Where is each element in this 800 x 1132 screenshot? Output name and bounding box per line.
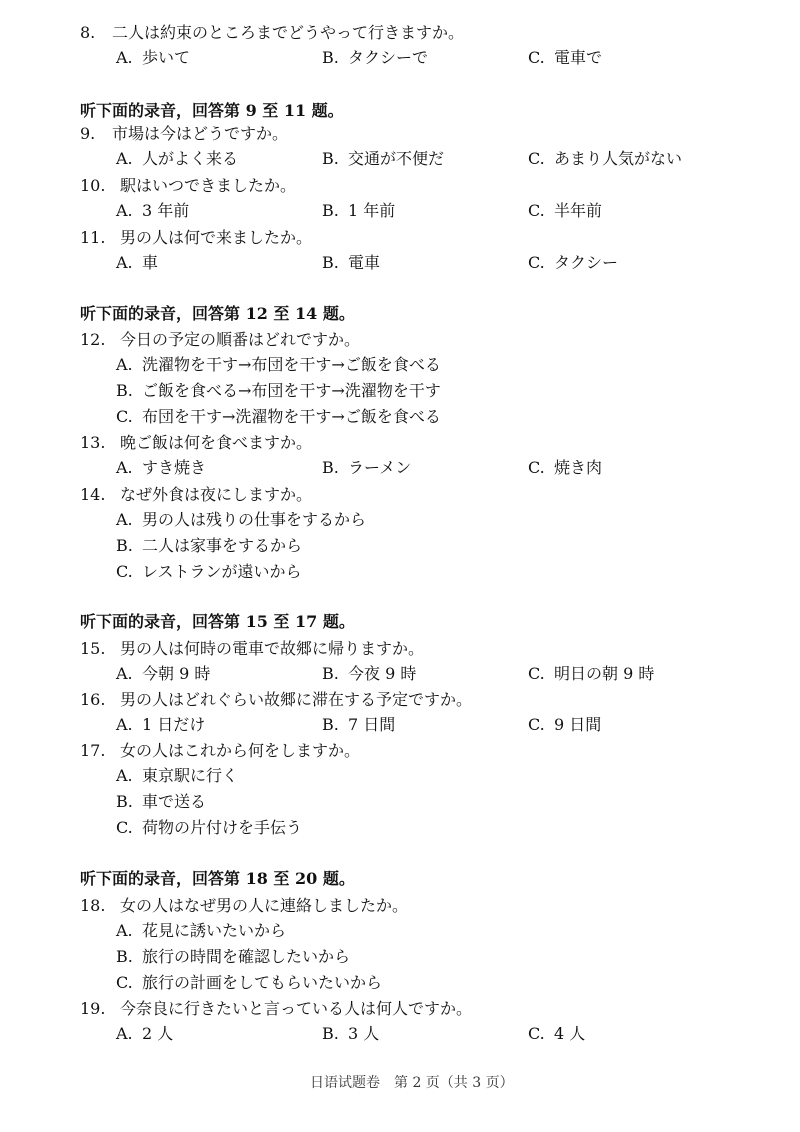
option-label: A. <box>116 664 133 683</box>
option-text: ラーメン <box>348 458 412 477</box>
option-b <box>322 661 416 687</box>
question-line <box>0 996 800 1022</box>
option-c <box>528 45 602 71</box>
question-number: 13. <box>80 433 106 452</box>
option-line <box>0 352 800 378</box>
option-line <box>0 763 800 789</box>
option-text: 半年前 <box>554 201 603 220</box>
option-b <box>116 533 302 559</box>
option-label: A. <box>116 510 133 529</box>
option-line <box>0 789 800 815</box>
option-line <box>0 815 800 841</box>
option-text: 焼き肉 <box>554 458 603 477</box>
question-number: 14. <box>80 485 106 504</box>
option-line <box>0 944 800 970</box>
option-text: 男の人は残りの仕事をするから <box>142 510 367 529</box>
option-b <box>322 198 395 224</box>
options-row <box>0 45 800 71</box>
option-b <box>322 1021 379 1047</box>
option-line <box>0 970 800 996</box>
option-text: 7 日間 <box>348 715 396 734</box>
option-label: C. <box>528 201 545 220</box>
question-text: 今奈良に行きたいと言っている人は何人ですか。 <box>120 999 473 1018</box>
option-text: 荷物の片付けを手伝う <box>142 818 303 837</box>
question-text: 男の人は何で来ましたか。 <box>120 228 313 247</box>
option-label: C. <box>528 458 545 477</box>
question-number: 9. <box>80 124 96 143</box>
option-label: A. <box>116 458 133 477</box>
option-label: B. <box>322 201 339 220</box>
question-text: なぜ外食は夜にしますか。 <box>120 485 313 504</box>
question-line <box>0 482 800 508</box>
option-a <box>116 507 366 533</box>
option-a <box>116 45 190 71</box>
option-label: C. <box>528 48 545 67</box>
option-c <box>116 559 302 585</box>
option-line <box>0 559 800 585</box>
option-label: C. <box>116 407 133 426</box>
option-label: B. <box>322 715 339 734</box>
option-a <box>116 763 238 789</box>
option-line <box>0 404 800 430</box>
option-label: C. <box>116 818 133 837</box>
question-text: 女の人はこれから何をしますか。 <box>120 741 361 760</box>
question-line <box>0 893 800 919</box>
option-b <box>116 789 206 815</box>
question-text: 駅はいつできましたか。 <box>120 176 297 195</box>
option-c <box>528 661 654 687</box>
option-text: 車で送る <box>142 792 207 811</box>
option-label: B. <box>116 536 133 555</box>
option-b <box>116 378 441 404</box>
question-number: 10. <box>80 176 106 195</box>
option-a <box>116 661 210 687</box>
option-text: 1 日だけ <box>142 715 206 734</box>
option-b <box>322 712 395 738</box>
option-text: 布団を干す→洗濯物を干す→ご飯を食べる <box>142 407 441 426</box>
option-text: 電車 <box>348 253 381 272</box>
question-number: 12. <box>80 330 106 349</box>
section-heading <box>0 866 800 892</box>
option-label: A. <box>116 766 133 785</box>
option-text: レストランが遠いから <box>142 562 302 581</box>
option-label: A. <box>116 253 133 272</box>
option-line <box>0 533 800 559</box>
options-row <box>0 198 800 224</box>
question-text: 市場は今はどうですか。 <box>112 124 289 143</box>
option-b <box>322 250 380 276</box>
option-b <box>322 45 428 71</box>
options-row <box>0 250 800 276</box>
options-row <box>0 712 800 738</box>
option-a <box>116 250 158 276</box>
option-a <box>116 352 441 378</box>
option-c <box>116 404 441 430</box>
option-a <box>116 1021 173 1047</box>
page-footer: 日语试题卷 第 2 页（共 3 页） <box>310 1075 514 1091</box>
options-row <box>0 455 800 481</box>
option-text: 9 日間 <box>554 715 602 734</box>
question-text: 二人は約束のところまでどうやって行きますか。 <box>112 23 465 42</box>
option-text: 電車で <box>554 48 603 67</box>
question-text: 今日の予定の順番はどれですか。 <box>120 330 361 349</box>
option-line <box>0 378 800 404</box>
option-label: C. <box>116 973 133 992</box>
option-text: 交通が不便だ <box>348 149 445 168</box>
option-label: C. <box>528 664 545 683</box>
option-text: タクシーで <box>348 48 429 67</box>
option-text: 車 <box>142 253 159 272</box>
option-label: B. <box>322 1024 339 1043</box>
question-line <box>0 121 800 147</box>
option-text: タクシー <box>554 253 619 272</box>
question-line <box>0 687 800 713</box>
option-label: A. <box>116 715 133 734</box>
option-text: 東京駅に行く <box>142 766 239 785</box>
option-c <box>528 455 602 481</box>
option-c <box>528 712 601 738</box>
option-a <box>116 146 238 172</box>
question-line <box>0 173 800 199</box>
question-line <box>0 738 800 764</box>
option-c <box>528 198 602 224</box>
option-text: 洗濯物を干す→布団を干す→ご飯を食べる <box>142 355 441 374</box>
option-a <box>116 918 286 944</box>
question-text: 晩ご飯は何を食べますか。 <box>120 433 313 452</box>
option-line <box>0 918 800 944</box>
option-line <box>0 507 800 533</box>
option-label: B. <box>116 792 133 811</box>
option-c <box>116 815 302 841</box>
section-heading-text: 听下面的录音，回答第 12 至 14 题。 <box>80 304 355 323</box>
option-label: C. <box>528 253 545 272</box>
question-text: 男の人はどれぐらい故郷に滞在する予定ですか。 <box>120 690 473 709</box>
option-text: 4 人 <box>554 1024 586 1043</box>
option-text: 2 人 <box>142 1024 174 1043</box>
question-line <box>0 225 800 251</box>
option-text: 歩いて <box>142 48 191 67</box>
option-text: 二人は家事をするから <box>142 536 303 555</box>
question-line <box>0 430 800 456</box>
question-text: 女の人はなぜ男の人に連絡しましたか。 <box>120 896 409 915</box>
section-heading <box>0 609 800 635</box>
section-heading-text: 听下面的录音，回答第 18 至 20 题。 <box>80 869 355 888</box>
option-label: B. <box>322 149 339 168</box>
option-text: 旅行の時間を確認したいから <box>142 947 351 966</box>
option-c <box>116 970 382 996</box>
option-b <box>322 455 411 481</box>
option-label: C. <box>528 715 545 734</box>
option-label: A. <box>116 1024 133 1043</box>
option-label: A. <box>116 149 133 168</box>
option-c <box>528 250 618 276</box>
option-text: すき焼き <box>142 458 207 477</box>
option-text: ご飯を食べる→布団を干す→洗濯物を干す <box>142 381 441 400</box>
option-label: B. <box>322 664 339 683</box>
option-text: 花見に誘いたいから <box>142 921 287 940</box>
option-a <box>116 198 189 224</box>
option-text: 今夜 9 時 <box>348 664 417 683</box>
question-number: 16. <box>80 690 106 709</box>
option-text: あまり人気がない <box>554 149 683 168</box>
option-b <box>116 944 350 970</box>
option-label: B. <box>322 253 339 272</box>
option-a <box>116 455 206 481</box>
option-label: C. <box>528 1024 545 1043</box>
question-number: 18. <box>80 896 106 915</box>
section-heading-text: 听下面的录音，回答第 15 至 17 题。 <box>80 612 355 631</box>
option-label: A. <box>116 48 133 67</box>
option-label: A. <box>116 921 133 940</box>
option-text: 今朝 9 時 <box>142 664 211 683</box>
option-c <box>528 146 682 172</box>
question-number: 15. <box>80 639 106 658</box>
option-label: C. <box>116 562 133 581</box>
option-c <box>528 1021 585 1047</box>
section-heading-text: 听下面的录音，回答第 9 至 11 题。 <box>80 101 344 120</box>
question-line <box>0 327 800 353</box>
question-number: 8. <box>80 23 96 42</box>
options-row <box>0 661 800 687</box>
option-label: C. <box>528 149 545 168</box>
option-text: 人がよく来る <box>142 149 239 168</box>
question-number: 19. <box>80 999 106 1018</box>
question-number: 11. <box>80 228 106 247</box>
question-line <box>0 636 800 662</box>
option-label: B. <box>322 458 339 477</box>
option-label: A. <box>116 201 133 220</box>
option-text: 旅行の計画をしてもらいたいから <box>142 973 383 992</box>
options-row <box>0 146 800 172</box>
question-line <box>0 20 800 46</box>
question-text: 男の人は何時の電車で故郷に帰りますか。 <box>120 639 425 658</box>
option-text: 明日の朝 9 時 <box>554 664 655 683</box>
option-text: 3 年前 <box>142 201 190 220</box>
option-label: A. <box>116 355 133 374</box>
option-text: 1 年前 <box>348 201 396 220</box>
option-text: 3 人 <box>348 1024 380 1043</box>
option-label: B. <box>322 48 339 67</box>
option-b <box>322 146 444 172</box>
section-heading <box>0 301 800 327</box>
question-number: 17. <box>80 741 106 760</box>
option-label: B. <box>116 381 133 400</box>
options-row <box>0 1021 800 1047</box>
option-label: B. <box>116 947 133 966</box>
option-a <box>116 712 205 738</box>
